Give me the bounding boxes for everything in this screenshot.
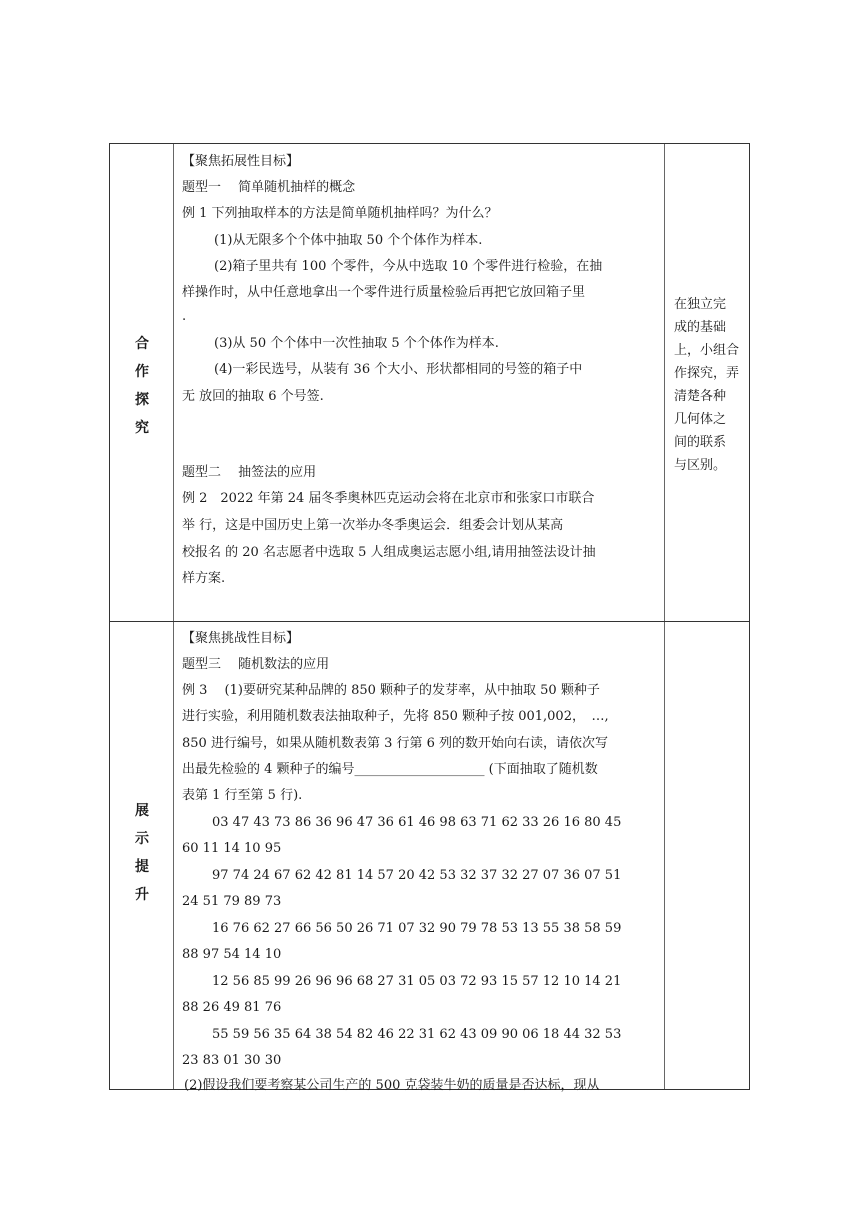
note-line: 清楚各种 [674, 389, 727, 404]
activity-note [674, 293, 739, 477]
example-text: (1)从无限多个个体中抽取 50 个个体作为样本. [214, 233, 483, 248]
question-type-title: 题型三 随机数法的应用 [182, 657, 330, 672]
example-text: 例 2 2022 年第 24 届冬季奥林匹克运动会将在北京市和张家口市联合 [182, 491, 595, 506]
row-presentation-improvement [110, 622, 750, 1093]
question-type-title: 题型一 简单随机抽样的概念 [182, 180, 356, 195]
note-line: 间的联系 [674, 435, 727, 450]
random-number-row: 03 47 43 73 86 36 96 47 36 61 46 98 63 71 62 33 26 16 80 45 [212, 815, 622, 830]
random-number-row: 60 11 14 10 95 [182, 841, 282, 856]
label-char: 示 [135, 831, 149, 847]
label-char: 究 [135, 420, 149, 436]
example-text: 进行实验，利用随机数表法抽取种子，先将 850 颗种子按 001,002， …, [182, 709, 609, 724]
note-line: 在独立完 [674, 297, 727, 312]
section-label [110, 330, 174, 442]
example-text: 样操作时，从中任意地拿出一个零件进行质量检验后再把它放回箱子里 [182, 285, 586, 300]
content-table [109, 143, 750, 1093]
example-text: (3)从 50 个个体中一次性抽取 5 个个体作为样本. [214, 336, 499, 351]
note-line: 几何体之 [674, 412, 727, 427]
label-char: 提 [135, 859, 149, 875]
example-text: 例 1 下列抽取样本的方法是简单随机抽样吗？为什么？ [182, 206, 498, 221]
example-text: 表第 1 行至第 5 行). [182, 788, 303, 803]
example-text: 出最先检验的 4 颗种子的编号____________________ (下面抽取了随机数 [182, 762, 598, 777]
note-line: 作探究，弄 [674, 366, 740, 381]
example-text: (4)一彩民选号，从装有 36 个大小、形状都相同的号签的箱子中 [214, 362, 583, 377]
example-text: 样方案. [182, 571, 226, 586]
random-number-row: 12 56 85 99 26 96 96 68 27 31 05 03 72 93 15 57 12 10 14 21 [212, 974, 622, 989]
note-line: 成的基础 [674, 320, 727, 335]
example-text: 校报名 的 20 名志愿者中选取 5 人组成奥运志愿小组,请用抽签法设计抽 [182, 545, 596, 560]
random-number-row: 55 59 56 35 64 38 54 82 46 22 31 62 43 09 90 06 18 44 32 53 [212, 1027, 622, 1042]
label-char: 合 [135, 336, 149, 352]
example-text: 例 3 (1)要研究某种品牌的 850 颗种子的发芽率，从中抽取 50 颗种子 [182, 683, 600, 698]
example-text: (2)假设我们要考察某公司生产的 500 克袋装牛奶的质量是否达标，现从 [184, 1078, 600, 1093]
question-type-title: 题型二 抽签法的应用 [182, 465, 317, 480]
random-number-row: 23 83 01 30 30 [182, 1053, 282, 1068]
example-text: . [182, 309, 187, 324]
section-heading: 【聚焦挑战性目标】 [182, 631, 300, 646]
example-text: (2)箱子里共有 100 个零件，今从中选取 10 个零件进行检验，在抽 [214, 259, 603, 274]
label-char: 升 [135, 887, 149, 903]
label-char: 探 [135, 392, 149, 408]
section-label [110, 797, 174, 909]
note-line: 上，小组合 [674, 343, 740, 358]
random-number-row: 16 76 62 27 66 56 50 26 71 07 32 90 79 78 53 13 55 38 58 59 [212, 921, 622, 936]
random-number-row: 88 26 49 81 76 [182, 1000, 282, 1015]
section-heading: 【聚焦拓展性目标】 [182, 154, 300, 169]
random-number-row: 24 51 79 89 73 [182, 894, 282, 909]
example-text: 850 进行编号，如果从随机数表第 3 行第 6 列的数开始向右读，请依次写 [182, 736, 609, 751]
note-line: 与区别。 [674, 458, 727, 473]
random-number-row: 88 97 54 14 10 [182, 947, 282, 962]
random-number-row: 97 74 24 67 62 42 81 14 57 20 42 53 32 37 32 27 07 36 07 51 [212, 868, 622, 883]
example-text: 举 行，这是中国历史上第一次举办冬季奥运会．组委会计划从某高 [182, 518, 564, 533]
label-char: 展 [135, 803, 149, 819]
label-char: 作 [135, 364, 149, 380]
example-text: 无 放回的抽取 6 个号签. [182, 389, 324, 404]
row-cooperative-inquiry [110, 144, 750, 622]
